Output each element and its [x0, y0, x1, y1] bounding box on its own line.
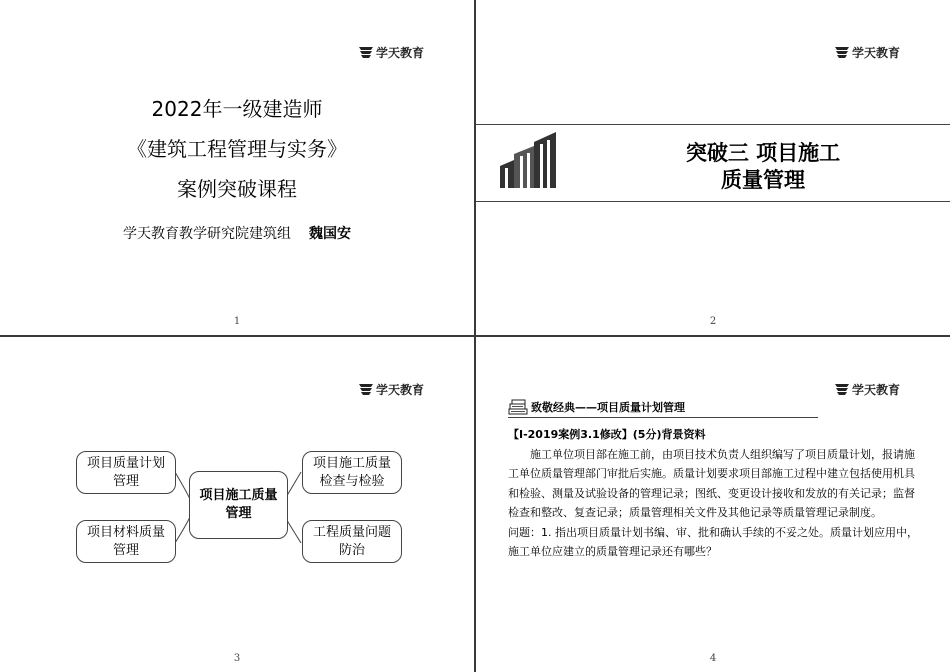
case-content — [508, 425, 924, 562]
brand-logo — [359, 44, 424, 61]
section-title-line1: 突破三 项目施工 — [685, 141, 841, 165]
header-underline — [508, 417, 818, 418]
section-title-line2: 质量管理 — [721, 168, 805, 192]
page-number: 4 — [709, 653, 717, 664]
page-number: 2 — [709, 316, 717, 327]
slide-2 — [476, 0, 950, 335]
logo-icon — [359, 47, 373, 58]
page-number: 3 — [233, 653, 241, 664]
books-icon — [508, 399, 528, 415]
logo-text: 学天教育 — [375, 46, 424, 60]
page-number: 1 — [233, 316, 241, 327]
case-title: 【Ⅰ-2019案例3.1修改】(5分)背景资料 — [508, 428, 706, 441]
logo-icon — [835, 47, 849, 58]
course-subject-title: 《建筑工程管理与实务》 — [127, 137, 347, 161]
logo-text: 学天教育 — [375, 383, 424, 397]
section-header-text: 致敬经典——项目质量计划管理 — [531, 401, 685, 414]
logo-text: 学天教育 — [851, 383, 900, 397]
course-year-title: 2022年一级建造师 — [151, 97, 323, 121]
node-material-quality: 项目材料质量 管理 — [76, 520, 176, 563]
node-inspection: 项目施工质量 检查与检验 — [302, 451, 402, 494]
building-icon — [500, 132, 558, 188]
author-name: 魏国安 — [309, 226, 351, 242]
author-org: 学天教育教学研究院建筑组 — [123, 226, 291, 242]
brand-logo — [835, 381, 900, 398]
title-band-top — [476, 124, 950, 125]
node-quality-plan: 项目质量计划 管理 — [76, 451, 176, 494]
author-line — [0, 223, 474, 243]
logo-text: 学天教育 — [851, 46, 900, 60]
node-problem-prevention: 工程质量问题 防治 — [302, 520, 402, 563]
slide-3 — [0, 337, 474, 672]
logo-icon — [835, 384, 849, 395]
background-paragraph: 施工单位项目部在施工前，由项目技术负责人组织编写了项目质量计划，报请施工单位质量管理部门审批后实施。质量计划要求项目部施工过程中建立包括使用机具和检验、测量及试验设备的管理记录；图纸、变更设计接收和发放的有关记录；监督检查和整改、复查记录；质量管理相关文件及其他记录等质量管理记录制度。 — [508, 447, 915, 519]
slide-1 — [0, 0, 474, 335]
course-type-title: 案例突破课程 — [177, 177, 297, 201]
title-band-bottom — [476, 201, 950, 202]
node-construction-quality-center: 项目施工质量 管理 — [189, 471, 288, 539]
brand-logo — [835, 44, 900, 61]
slide-4 — [476, 337, 950, 672]
section-header — [508, 399, 685, 415]
question-text: 问题：1. 指出项目质量计划书编、审、批和确认手续的不妥之处。质量计划应用中，施工单位应建立的质量管理记录还有哪些？ — [508, 525, 918, 558]
